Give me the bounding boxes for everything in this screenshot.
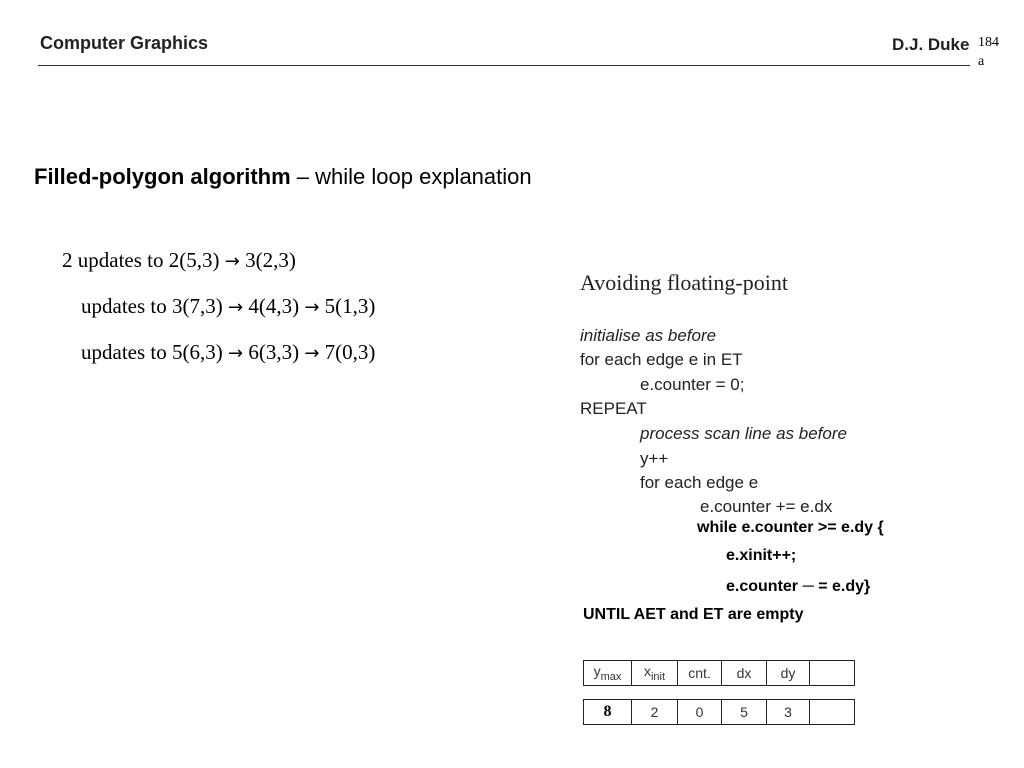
update-text: 5(1,3) [324, 294, 376, 318]
course-title: Computer Graphics [40, 33, 209, 53]
code-heading: Avoiding floating-point [580, 270, 788, 295]
arrow-right-icon: → [224, 251, 240, 272]
update-text: 6(3,3) [248, 340, 300, 364]
update-text: 2 updates to 2(5,3) [62, 248, 220, 272]
code-line: y++ [640, 449, 669, 468]
arrow-right-icon: → [227, 343, 244, 364]
header-divider [38, 65, 970, 66]
update-text: updates to 5(6,3) [81, 340, 223, 364]
update-text: 3(2,3) [245, 248, 296, 272]
table-cell-dx: 5 [722, 700, 767, 725]
edge-table-header [583, 660, 855, 686]
code-line: e.counter ─ = e.dy} [726, 578, 871, 595]
slide-title [34, 164, 532, 190]
table-cell-cnt: 0 [678, 700, 722, 725]
code-line: initialise as before [580, 326, 717, 345]
table-header-cnt: cnt. [678, 661, 722, 686]
update-line-3 [81, 340, 375, 365]
code-line: e.xinit++; [726, 547, 797, 564]
code-line: while e.counter >= e.dy { [697, 519, 884, 536]
table-header-empty [810, 661, 855, 686]
table-header-xinit [632, 661, 678, 686]
table-header-text: x [643, 663, 651, 680]
update-line-2 [81, 294, 375, 319]
table-header-subscript: init [650, 670, 666, 683]
code-line: e.counter += e.dx [700, 497, 833, 516]
table-header-subscript: max [600, 670, 622, 683]
table-header-dy: dy [767, 661, 810, 686]
code-line: REPEAT [580, 399, 647, 418]
table-header-dx: dx [722, 661, 767, 686]
update-text: 4(4,3) [248, 294, 300, 318]
author-name: D.J. Duke [892, 35, 970, 54]
table-cell-ymax: 8 [584, 700, 632, 725]
table-cell-empty [810, 700, 855, 725]
slide-title-main: Filled-polygon algorithm [34, 164, 291, 189]
slide-number-suffix: a [978, 54, 985, 69]
table-cell-dy: 3 [767, 700, 810, 725]
update-text: updates to 3(7,3) [81, 294, 223, 318]
code-line: UNTIL AET and ET are empty [583, 606, 804, 623]
slide-number [978, 33, 999, 71]
edge-table-row [583, 699, 855, 725]
update-text: 7(0,3) [324, 340, 376, 364]
slide-title-subtitle: – while loop explanation [296, 164, 532, 189]
arrow-right-icon: → [304, 297, 320, 318]
code-line: for each edge e in ET [580, 350, 743, 369]
code-line: for each edge e [640, 473, 759, 492]
table-cell-xinit: 2 [632, 700, 678, 725]
update-line-1 [62, 248, 296, 273]
code-line: process scan line as before [640, 424, 847, 443]
slide-number-value: 184 [978, 35, 999, 50]
arrow-right-icon: → [304, 343, 320, 364]
arrow-right-icon: → [227, 297, 244, 318]
code-line: e.counter = 0; [640, 375, 745, 394]
table-header-ymax [584, 661, 632, 686]
table-header-text: y [593, 663, 601, 680]
